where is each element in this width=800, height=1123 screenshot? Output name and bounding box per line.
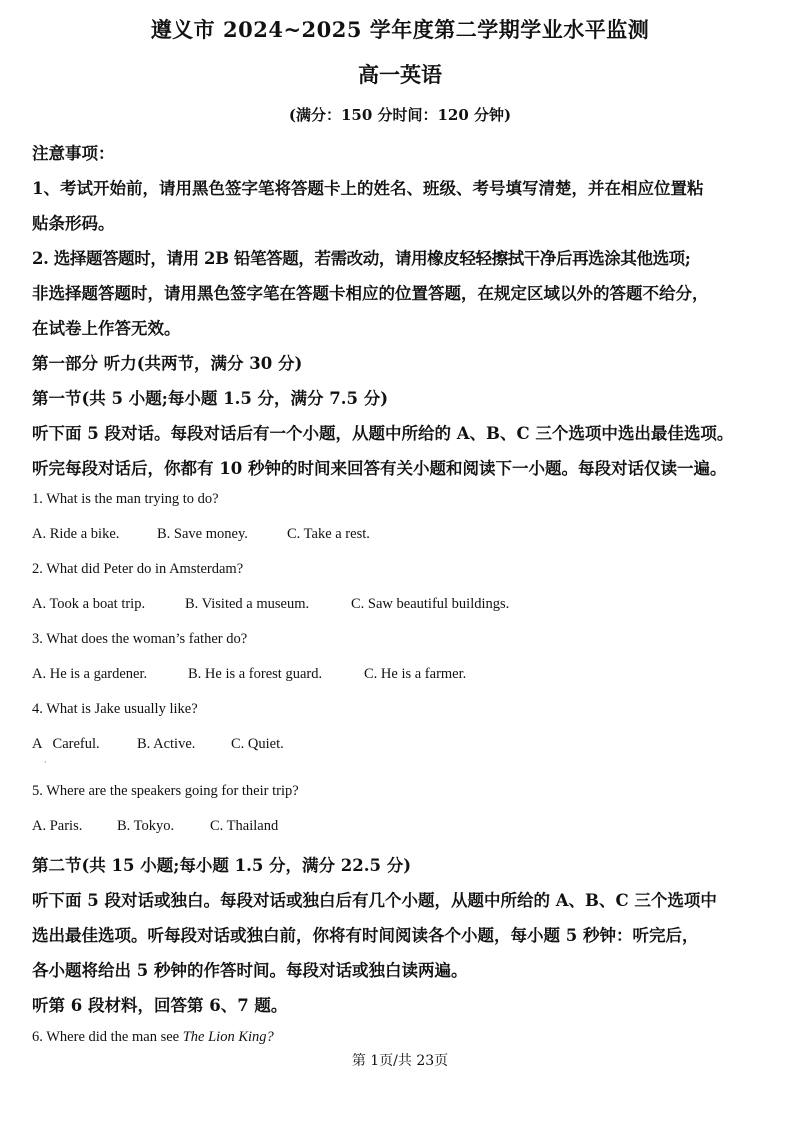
section1-instruction-line2: 听完每段对话后，你都有 10 秒钟的时间来回答有关小题和阅读下一小题。每段对话仅读一遍。: [32, 459, 727, 478]
option-b: B. Visited a museum.: [185, 596, 310, 612]
option-b: B. Active.: [137, 736, 196, 752]
material-6-heading: 听第 6 段材料，回答第 6、7 题。: [32, 996, 288, 1015]
section2-instruction-line1: 听下面 5 段对话或独白。每段对话或独白后有几个小题，从题中所给的 A、B、C 三个选项中: [32, 891, 717, 910]
option-c: C. Quiet.: [231, 736, 284, 752]
stray-dot: ·: [44, 758, 47, 767]
question-4: 4. What is Jake usually like?: [32, 701, 198, 717]
section2-instruction-line2: 选出最佳选项。听每段对话或独白前，你将有时间阅读各个小题，每小题 5 秒钟：听完后，: [32, 926, 699, 945]
question-6: [32, 1029, 274, 1046]
notice-item1-line2: 贴条形码。: [32, 214, 115, 233]
section1-instruction-line1: 听下面 5 段对话。每段对话后有一个小题，从题中所给的 A、B、C 三个选项中选出最佳选项。: [32, 424, 734, 443]
notice-heading: 注意事项：: [32, 144, 115, 163]
question-1-options: [32, 526, 370, 543]
option-c: C. Take a rest.: [287, 526, 370, 542]
question-6-prefix: 6. Where did the man see: [32, 1029, 183, 1045]
score-info: (满分：150 分时间：120 分钟): [288, 106, 512, 124]
option-c: C. He is a farmer.: [364, 666, 467, 682]
question-2: 2. What did Peter do in Amsterdam?: [32, 561, 244, 577]
option-a: A. Took a boat trip.: [32, 596, 146, 612]
option-c: C. Thailand: [210, 818, 279, 834]
notice-item2-line1: 2. 选择题答题时，请用 2B 铅笔答题，若需改动，请用橡皮轻轻擦拭干净后再选涂其他选项;: [32, 249, 691, 268]
question-5-options: [32, 818, 278, 835]
question-4-options: [32, 736, 284, 753]
exam-title: 遵义市 2024~2025 学年度第二学期学业水平监测: [150, 17, 650, 42]
question-1: 1. What is the man trying to do?: [32, 491, 219, 507]
option-b: B. Save money.: [157, 526, 248, 542]
question-6-suffix: ?: [266, 1029, 274, 1045]
option-a: A. Ride a bike.: [32, 526, 120, 542]
part1-heading: 第一部分 听力(共两节，满分 30 分): [32, 354, 303, 373]
section2-instruction-line3: 各小题将给出 5 秒钟的作答时间。每段对话或独白读两遍。: [32, 961, 468, 980]
question-2-options: [32, 596, 509, 613]
option-a: A. He is a gardener.: [32, 666, 148, 682]
page-footer: 第 1页/共 23页: [351, 1053, 449, 1069]
option-a: A. Paris.: [32, 818, 83, 834]
question-3: 3. What does the woman’s father do?: [32, 631, 248, 647]
option-a: A Careful.: [32, 736, 100, 752]
section2-heading: 第二节(共 15 小题;每小题 1.5 分，满分 22.5 分): [32, 856, 412, 875]
question-5: 5. Where are the speakers going for their trip?: [32, 783, 299, 799]
notice-item2-line3: 在试卷上作答无效。: [32, 319, 181, 338]
option-b: B. Tokyo.: [117, 818, 175, 834]
notice-item2-line2: 非选择题答题时，请用黑色签字笔在答题卡相应的位置答题，在规定区域以外的答题不给分，: [32, 284, 709, 303]
section1-heading: 第一节(共 5 小题;每小题 1.5 分，满分 7.5 分): [32, 389, 389, 408]
option-b: B. He is a forest guard.: [188, 666, 323, 682]
notice-item1-line1: 1、考试开始前，请用黑色签字笔将答题卡上的姓名、班级、考号填写清楚，并在相应位置粘: [32, 179, 704, 198]
option-c: C. Saw beautiful buildings.: [351, 596, 510, 612]
question-3-options: [32, 666, 466, 683]
question-6-title: The Lion King: [182, 1029, 267, 1045]
exam-subtitle: 高一英语: [358, 62, 442, 87]
